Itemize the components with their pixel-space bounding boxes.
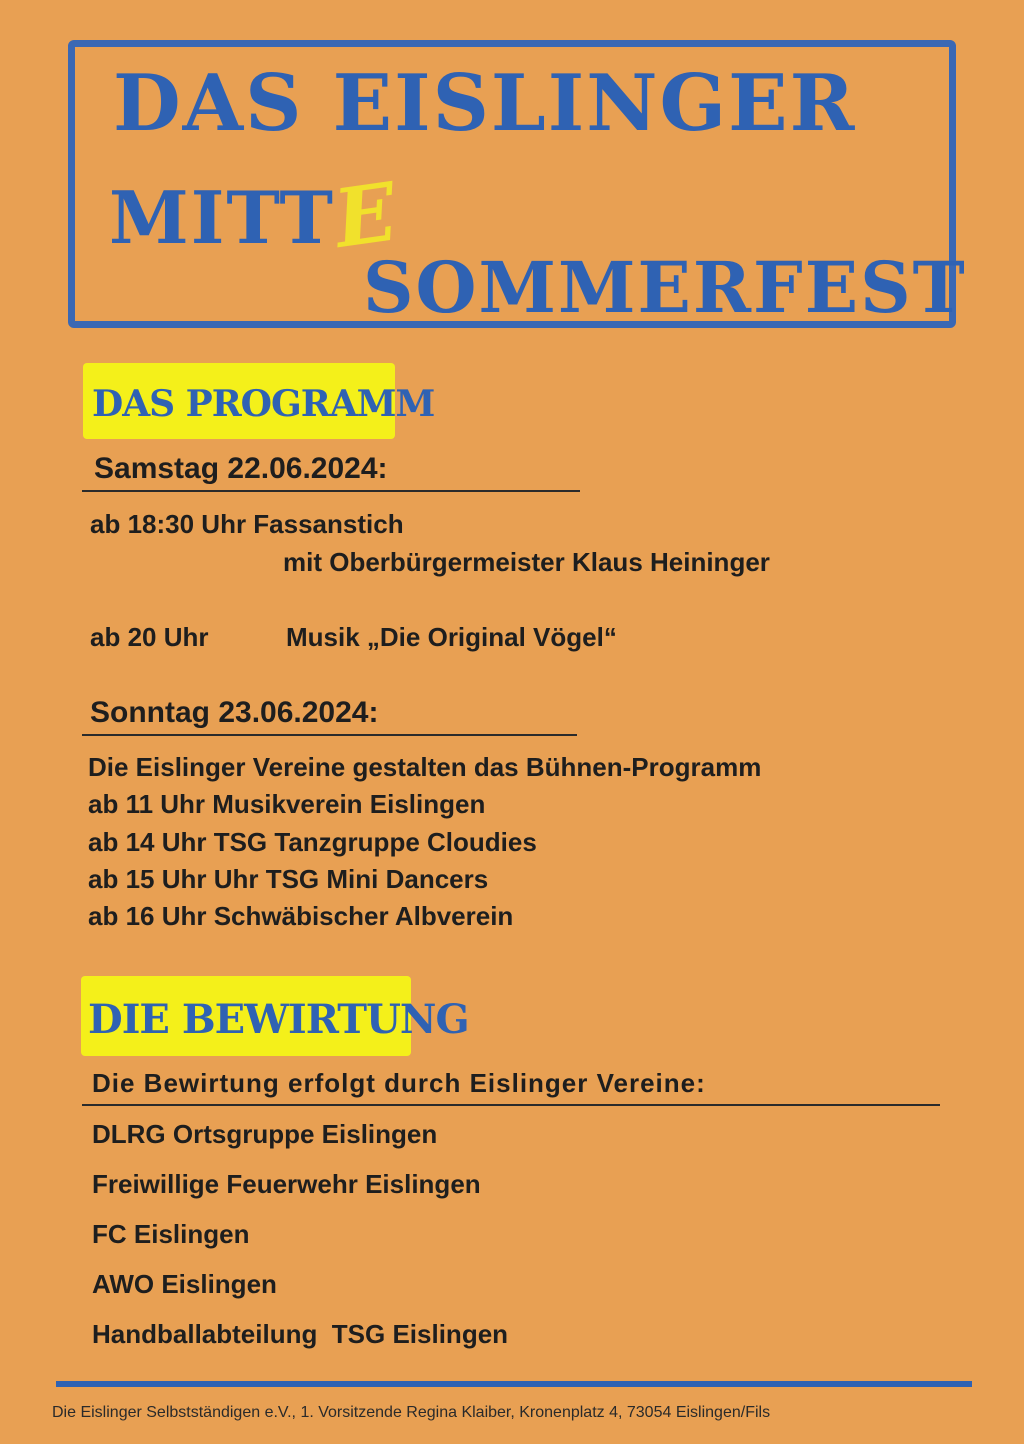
catering-badge: DIE BEWIRTUNG [81, 976, 411, 1056]
footer-divider [56, 1381, 972, 1387]
catering-item: Freiwillige Feuerwehr Eislingen [92, 1169, 481, 1199]
title-box [68, 40, 967, 329]
sunday-item: ab 15 Uhr Uhr TSG Mini Dancers [88, 864, 489, 894]
footer-text: Die Eislinger Selbstständigen e.V., 1. Vorsitzende Regina Klaiber, Kronenplatz 4, 73054 Eislingen/Fils [52, 1404, 771, 1421]
sunday-item: ab 11 Uhr Musikverein Eislingen [88, 789, 486, 819]
program-badge: DAS PROGRAMM [83, 363, 395, 439]
catering-item: Handballabteilung TSG Eislingen [92, 1319, 509, 1349]
saturday-line-2: mit Oberbürgermeister Klaus Heininger [283, 547, 770, 577]
title-line-2 [109, 164, 405, 266]
sunday-heading: Sonntag 23.06.2024: [82, 696, 577, 736]
sunday-item: ab 16 Uhr Schwäbischer Albverein [88, 901, 514, 931]
title-line-2-accent: E [328, 164, 405, 266]
catering-divider [82, 1104, 940, 1106]
title-line-3: SOMMERFEST [363, 246, 967, 329]
title-line-1: DAS EISLINGER [113, 58, 857, 149]
saturday-line-3-text: Musik „Die Original Vögel“ [286, 622, 617, 652]
catering-item: DLRG Ortsgruppe Eislingen [92, 1119, 438, 1149]
catering-item: AWO Eislingen [92, 1269, 277, 1299]
sunday-item: Die Eislinger Vereine gestalten das Bühnen-Programm [88, 752, 762, 782]
catering-item: FC Eislingen [92, 1219, 250, 1249]
saturday-line-3-time: ab 20 Uhr [90, 622, 209, 652]
sunday-item: ab 14 Uhr TSG Tanzgruppe Cloudies [88, 827, 537, 857]
catering-heading: Die Bewirtung erfolgt durch Eislinger Vereine: [92, 1068, 706, 1098]
title-line-2-main: MITT [109, 175, 335, 260]
saturday-line-1: ab 18:30 Uhr Fassanstich [90, 509, 404, 539]
saturday-heading: Samstag 22.06.2024: [82, 452, 580, 492]
